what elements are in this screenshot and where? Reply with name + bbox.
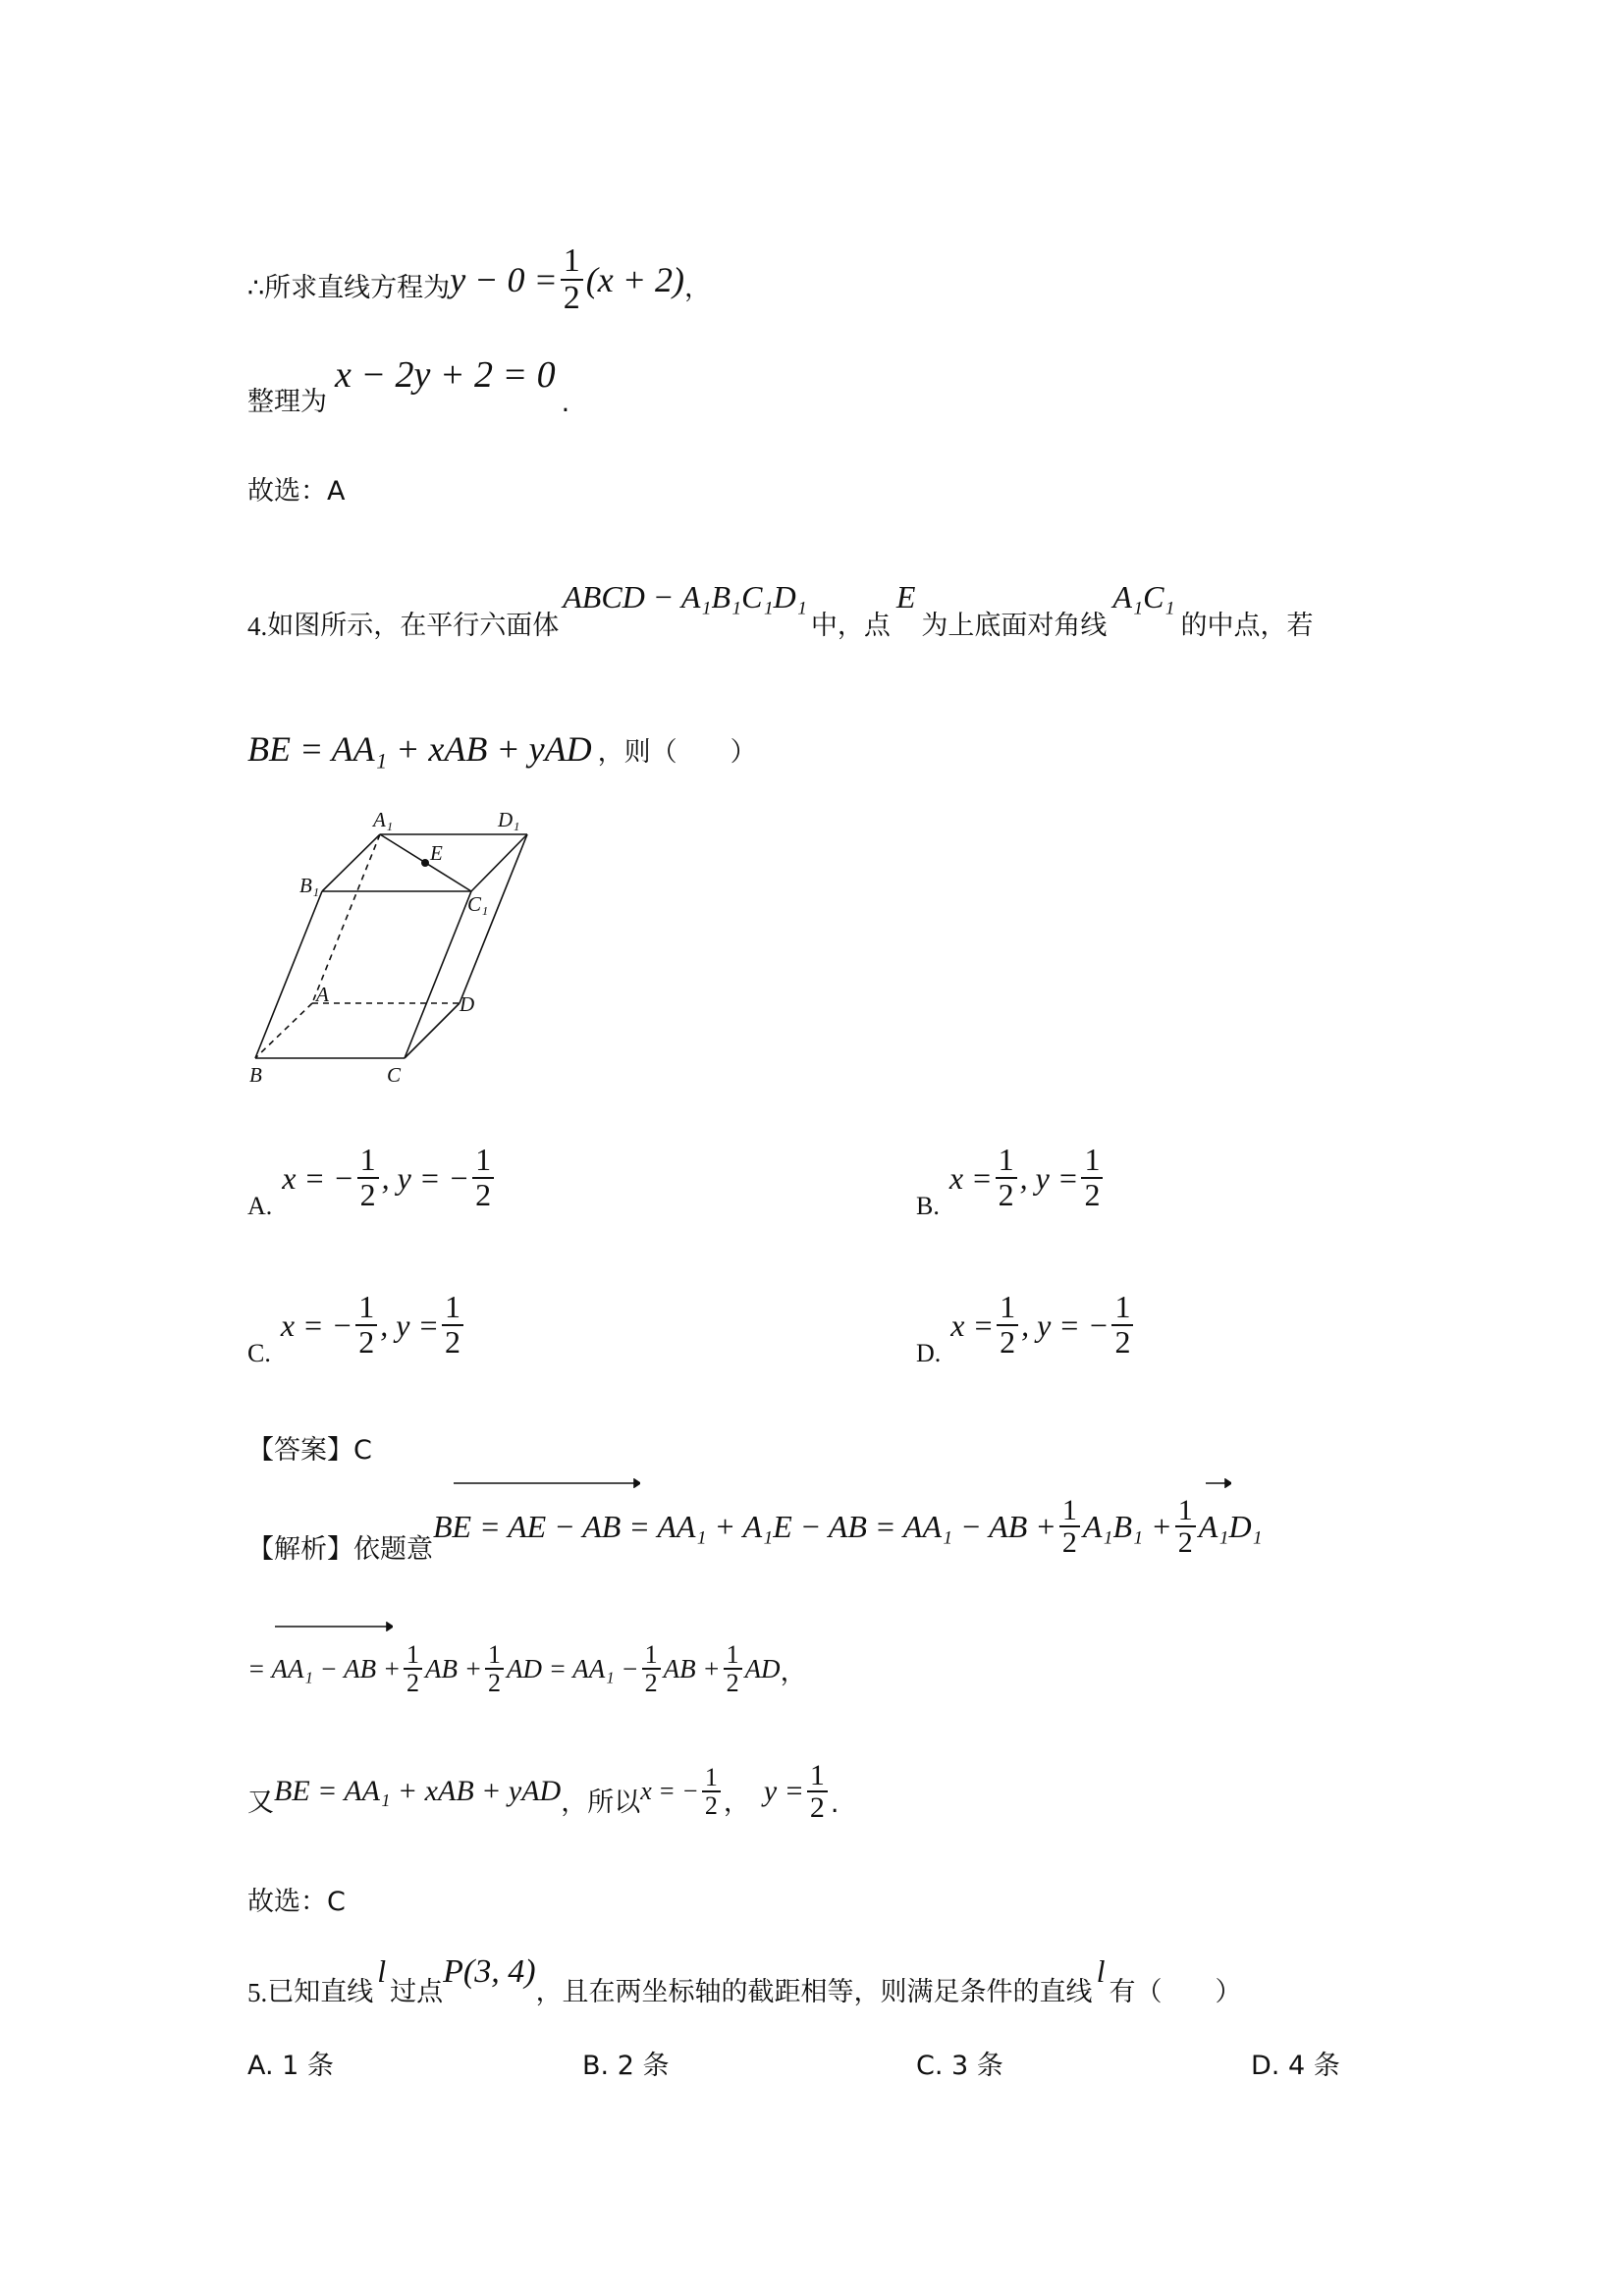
label-b1: B₁ bbox=[299, 874, 320, 897]
q4-analysis-prefix: 【解析】依题意 bbox=[247, 1534, 433, 1565]
q5-option-c[interactable]: C. 3 条 bbox=[916, 2051, 1003, 2081]
q4-eq: BE = AA₁ + xAB + yAD bbox=[247, 729, 592, 769]
edge-cd bbox=[405, 1003, 460, 1058]
q4-analysis-eq1-t1: A₁B₁ + bbox=[1082, 1508, 1172, 1544]
sol3-line1-prefix: ∴所求直线方程为 bbox=[247, 273, 451, 303]
sol3-line1-fraction: $\frac{1}{2}$ bbox=[561, 243, 583, 315]
sol3-line1-rhs: (x + 2) bbox=[585, 260, 685, 299]
q5-number: 5. bbox=[247, 1978, 268, 2007]
edge-d1d bbox=[460, 834, 527, 1003]
label-e: E bbox=[430, 841, 443, 865]
q4-choice: 故选：C bbox=[247, 1887, 346, 1917]
label-a1: A₁ bbox=[373, 808, 394, 831]
q4-text-c: 为上底面对角线 bbox=[921, 611, 1108, 641]
edge-d1c1 bbox=[471, 834, 527, 891]
q4-diag: A₁C₁ bbox=[1112, 579, 1175, 614]
sol3-line1-suffix: ， bbox=[684, 273, 712, 303]
q5-point-p: P(3, 4) bbox=[443, 1953, 536, 1990]
q4-analysis-line2: = AA₁ − AB + $\frac{1}{2}$ AB + $\frac{1}{2}$ AD = AA₁ − $\frac{1}{2}$ AB + $\frac{1}{2}$ AD ， bbox=[247, 1639, 807, 1697]
point-e-dot bbox=[421, 859, 429, 867]
edge-ab-hidden bbox=[255, 1003, 312, 1058]
label-b: B bbox=[249, 1063, 262, 1087]
edge-b1b bbox=[255, 891, 322, 1058]
sol3-line1 bbox=[247, 236, 711, 324]
sol3-line2-eq: x − 2y + 2 = 0 bbox=[335, 354, 556, 396]
q4-text-b: 中，点 bbox=[810, 611, 891, 641]
sol3-line1-lhs: y − 0 = bbox=[450, 260, 558, 299]
q5-line-l: l bbox=[377, 1953, 387, 1989]
q4-conclusion-line: 又 BE = AA₁ + xAB + yAD ，所以 x = − $\frac{1}{2}$ ， y = $\frac{1}{2}$ . bbox=[247, 1758, 839, 1824]
sol3-line2-suffix: . bbox=[561, 388, 570, 418]
q4-solid: ABCD − A₁B₁C₁D₁ bbox=[563, 579, 807, 614]
q5-option-a[interactable]: A. 1 条 bbox=[247, 2051, 334, 2081]
q4-stem-line2 bbox=[247, 721, 757, 776]
q5-option-d[interactable]: D. 4 条 bbox=[1251, 2051, 1340, 2081]
parallelepiped-figure bbox=[236, 805, 550, 1099]
label-c1: C₁ bbox=[467, 892, 489, 916]
q4-number: 4. bbox=[247, 612, 268, 641]
q4-text-e: ，则（ ） bbox=[597, 736, 757, 768]
q4-option-c[interactable]: C. x = − $\frac{1}{2}$ , y = $\frac{1}{2}$ bbox=[247, 1276, 466, 1374]
q4-text-a: 如图所示，在平行六面体 bbox=[267, 611, 560, 641]
label-d1: D₁ bbox=[498, 808, 520, 831]
sol3-choice: 故选：A bbox=[247, 476, 346, 507]
q4-answer: 【答案】C bbox=[247, 1435, 372, 1466]
label-c: C bbox=[387, 1063, 402, 1087]
q4-stem-line1 bbox=[247, 579, 1314, 648]
q5-stem: 5. 已知直线 l 过点 P(3, 4) ，且在两坐标轴的截距相等，则满足条件的直线 l 有（ ） bbox=[247, 1953, 1242, 2007]
sol3-line2 bbox=[247, 353, 569, 422]
q5-option-b[interactable]: B. 2 条 bbox=[582, 2051, 670, 2081]
q4-point-e: E bbox=[895, 579, 916, 614]
edge-a1a-hidden bbox=[312, 834, 380, 1003]
q4-option-b[interactable]: B. x = $\frac{1}{2}$ , y = $\frac{1}{2}$ bbox=[916, 1129, 1106, 1227]
q4-analysis-eq1-t2: A₁D₁ bbox=[1198, 1508, 1263, 1544]
q4-option-d[interactable]: D. x = $\frac{1}{2}$ , y = − $\frac{1}{2}$ bbox=[916, 1276, 1136, 1374]
edge-c1c bbox=[405, 891, 471, 1058]
label-a: A bbox=[316, 983, 329, 1006]
q4-analysis-line1: 【解析】依题意 BE = AE − AB = AA₁ + A₁E − AB = AA₁ − AB + $\frac{1}{2}$ A₁B₁ + $\frac{1}{2}$ A₁D₁ bbox=[247, 1493, 1263, 1565]
edge-a1b1 bbox=[322, 834, 380, 891]
q4-analysis-eq1: BE = AE − AB = AA₁ + A₁E − AB = AA₁ − AB + bbox=[433, 1508, 1056, 1544]
sol3-line2-prefix: 整理为 bbox=[247, 387, 327, 417]
q4-option-a[interactable]: A. x = − $\frac{1}{2}$ , y = − $\frac{1}{2}$ bbox=[247, 1129, 497, 1227]
q4-text-d: 的中点，若 bbox=[1180, 611, 1314, 641]
label-d: D bbox=[460, 992, 475, 1016]
